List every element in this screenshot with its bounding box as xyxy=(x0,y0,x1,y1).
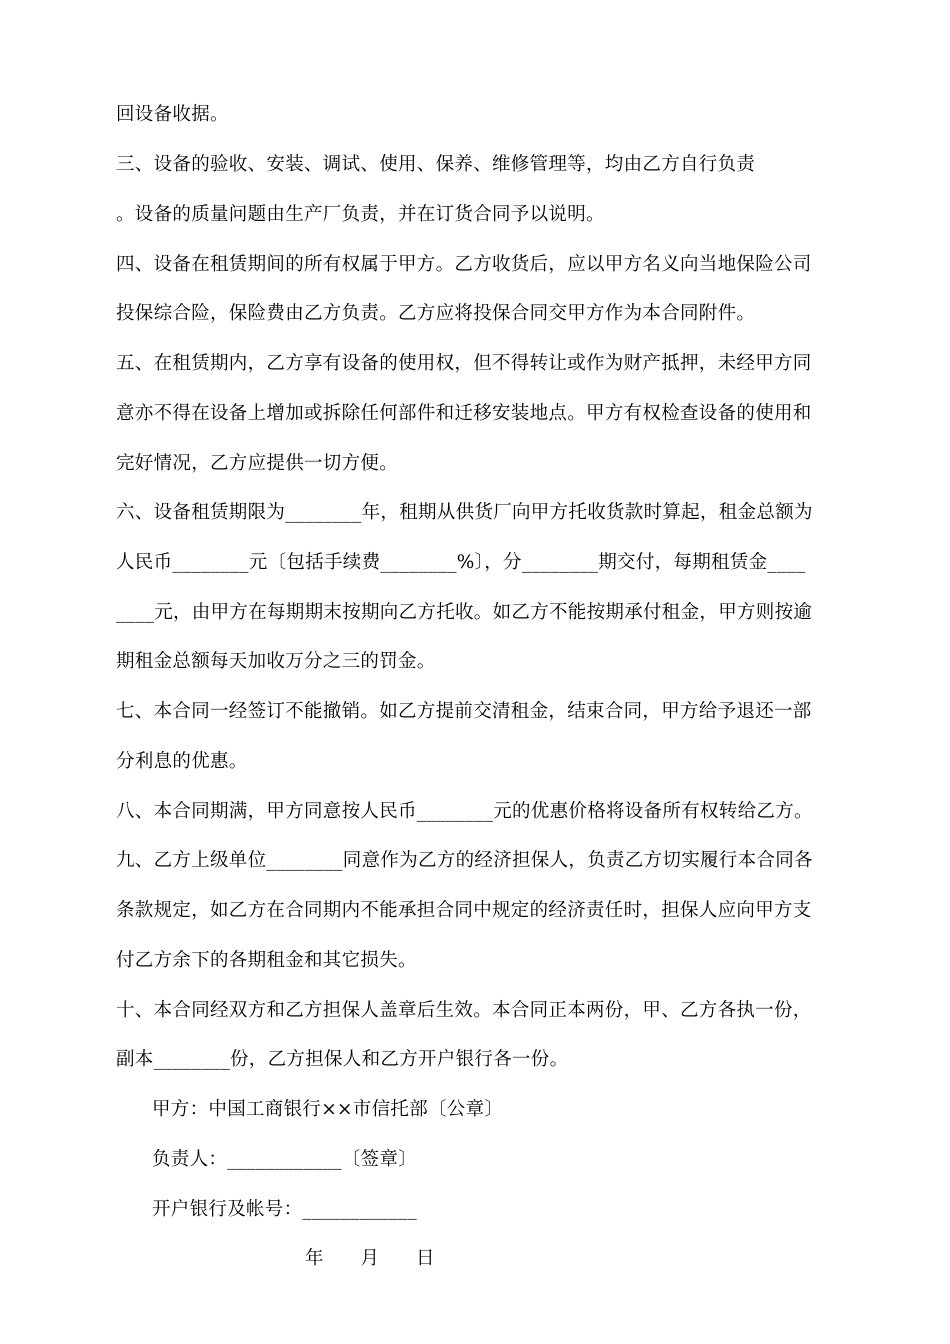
text-line: 分利息的优惠。 xyxy=(116,751,248,772)
responsible-person-line: 负责人：____________〔签章〕 xyxy=(152,1149,418,1170)
party-a-line: 甲方：中国工商银行××市信托部〔公章〕 xyxy=(152,1099,504,1120)
text-line: 七、本合同一经签订不能撤销。如乙方提前交清租金，结束合同，甲方给予退还一部 xyxy=(116,701,812,722)
text-line: 投保综合险，保险费由乙方负责。乙方应将投保合同交甲方作为本合同附件。 xyxy=(116,303,756,324)
text-line: 完好情况，乙方应提供一切方便。 xyxy=(116,453,399,474)
text-line: 。设备的质量问题由生产厂负责，并在订货合同予以说明。 xyxy=(116,204,605,225)
text-line: 三、设备的验收、安装、调试、使用、保养、维修管理等，均由乙方自行负责 xyxy=(116,154,756,175)
text-line: 回设备收据。 xyxy=(116,104,229,125)
text-line: 四、设备在租赁期间的所有权属于甲方。乙方收货后，应以甲方名义向当地保险公司 xyxy=(116,254,812,275)
date-line: 年 月 日 xyxy=(305,1248,435,1269)
text-line: 五、在租赁期内，乙方享有设备的使用权，但不得转让或作为财产抵押，未经甲方同 xyxy=(116,353,812,374)
text-line: 九、乙方上级单位________同意作为乙方的经济担保人，负责乙方切实履行本合同各 xyxy=(116,850,813,871)
bank-account-line: 开户银行及帐号：____________ xyxy=(152,1199,418,1220)
text-line: 六、设备租赁期限为________年，租期从供货厂向甲方托收货款时算起，租金总额为 xyxy=(116,502,813,523)
text-line: 期租金总额每天加收万分之三的罚金。 xyxy=(116,651,436,672)
text-line: 人民币________元〔包括手续费________%〕，分________期交付，每期租赁金____ xyxy=(116,552,806,573)
text-line: 八、本合同期满，甲方同意按人民币________元的优惠价格将设备所有权转给乙方。 xyxy=(116,801,813,822)
text-line: 十、本合同经双方和乙方担保人盖章后生效。本合同正本两份，甲、乙方各执一份， xyxy=(116,1000,812,1021)
text-line: 付乙方余下的各期租金和其它损失。 xyxy=(116,950,417,971)
text-line: 意亦不得在设备上增加或拆除任何部件和迁移安装地点。甲方有权检查设备的使用和 xyxy=(116,403,812,424)
text-line: ____元，由甲方在每期期末按期向乙方托收。如乙方不能按期承付租金，甲方则按逾 xyxy=(116,602,813,623)
text-line: 副本________份，乙方担保人和乙方开户银行各一份。 xyxy=(116,1049,569,1070)
text-line: 条款规定，如乙方在合同期内不能承担合同中规定的经济责任时，担保人应向甲方支 xyxy=(116,900,812,921)
